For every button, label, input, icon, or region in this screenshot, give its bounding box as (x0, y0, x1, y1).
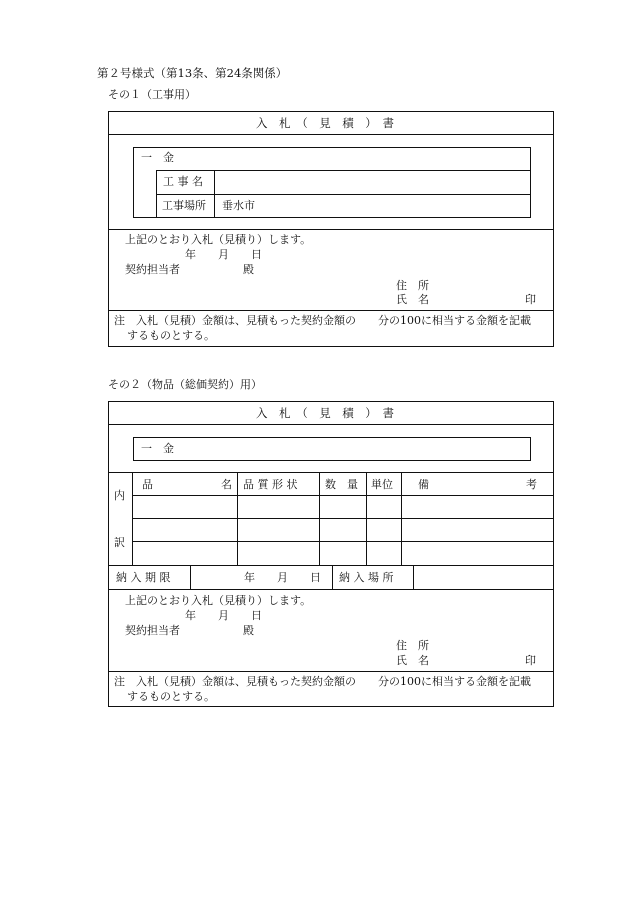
form2-note-line1: 注 入札（見積）金額は、見積もった契約金額の 分の100に相当する金額を記載 (114, 675, 531, 688)
breakdown-label-bottom: 訳 (114, 536, 125, 549)
form1-info-divider (156, 194, 531, 195)
form1-honorific: 殿 (243, 263, 254, 276)
form1-note-divider (109, 310, 553, 311)
form1-name-label: 氏 名 (396, 293, 429, 306)
form2-note-line2: するものとする。 (127, 690, 215, 703)
delivery-line-2 (332, 565, 333, 589)
delivery-place-label: 納 入 場 所 (339, 571, 394, 584)
form1-statement: 上記のとおり入札（見積り）します。 (125, 233, 312, 246)
form1-date: 年 月 日 (185, 248, 262, 261)
form-number-title: 第２号様式（第13条、第24条関係） (97, 66, 288, 80)
form1-amount-divider (156, 170, 531, 171)
breakdown-row-line-2 (132, 518, 553, 519)
col-remarks-b: 考 (526, 478, 537, 491)
breakdown-row-line-3 (132, 541, 553, 542)
form2-title-divider (109, 424, 553, 425)
form1-seal: 印 (525, 293, 536, 306)
work-name-label: 工 事 名 (163, 175, 203, 188)
form2-note-divider (109, 671, 553, 672)
form2-date: 年 月 日 (185, 609, 262, 622)
form2-title: 入 札 （ 見 積 ） 書 (256, 406, 394, 420)
breakdown-top-line (109, 472, 553, 473)
form2-amount-box (133, 437, 531, 461)
breakdown-row-line-1 (132, 495, 553, 496)
col-qty: 数 量 (325, 478, 358, 491)
form1-note-line2: するものとする。 (127, 329, 215, 342)
form2-statement: 上記のとおり入札（見積り）します。 (125, 594, 312, 607)
form1-subtitle: その１（工事用） (108, 88, 196, 101)
form2-subtitle: その２（物品（総価契約）用） (108, 378, 262, 391)
col-spec: 品 質 形 状 (243, 478, 298, 491)
form1-note-line1: 注 入札（見積）金額は、見積もった契約金額の 分の100に相当する金額を記載 (114, 314, 531, 327)
form2-seal: 印 (525, 654, 536, 667)
form1-title: 入 札 （ 見 積 ） 書 (256, 116, 394, 130)
form2-amount-label: 一 金 (141, 442, 174, 455)
breakdown-bottom-line (109, 565, 553, 566)
col-remarks-a: 備 (418, 478, 429, 491)
delivery-line-1 (190, 565, 191, 589)
form2-honorific: 殿 (243, 624, 254, 637)
delivery-line-3 (413, 565, 414, 589)
form1-amount-label: 一 金 (141, 151, 174, 164)
col-item-b: 名 (221, 478, 232, 491)
form2-name-label: 氏 名 (396, 654, 429, 667)
delivery-deadline-label: 納 入 期 限 (116, 571, 171, 584)
form1-contract-officer: 契約担当者 (125, 263, 180, 276)
col-unit: 単位 (371, 478, 393, 491)
form1-body-divider (109, 229, 553, 230)
delivery-date: 年 月 日 (244, 571, 321, 584)
form1-address-label: 住 所 (396, 279, 429, 292)
work-site-value: 垂水市 (222, 199, 255, 212)
delivery-bottom-line (109, 589, 553, 590)
work-site-label: 工事場所 (162, 199, 206, 212)
form2-contract-officer: 契約担当者 (125, 624, 180, 637)
breakdown-label-top: 内 (114, 489, 125, 502)
form2-address-label: 住 所 (396, 639, 429, 652)
col-item-a: 品 (142, 478, 153, 491)
form1-title-divider (109, 134, 553, 135)
